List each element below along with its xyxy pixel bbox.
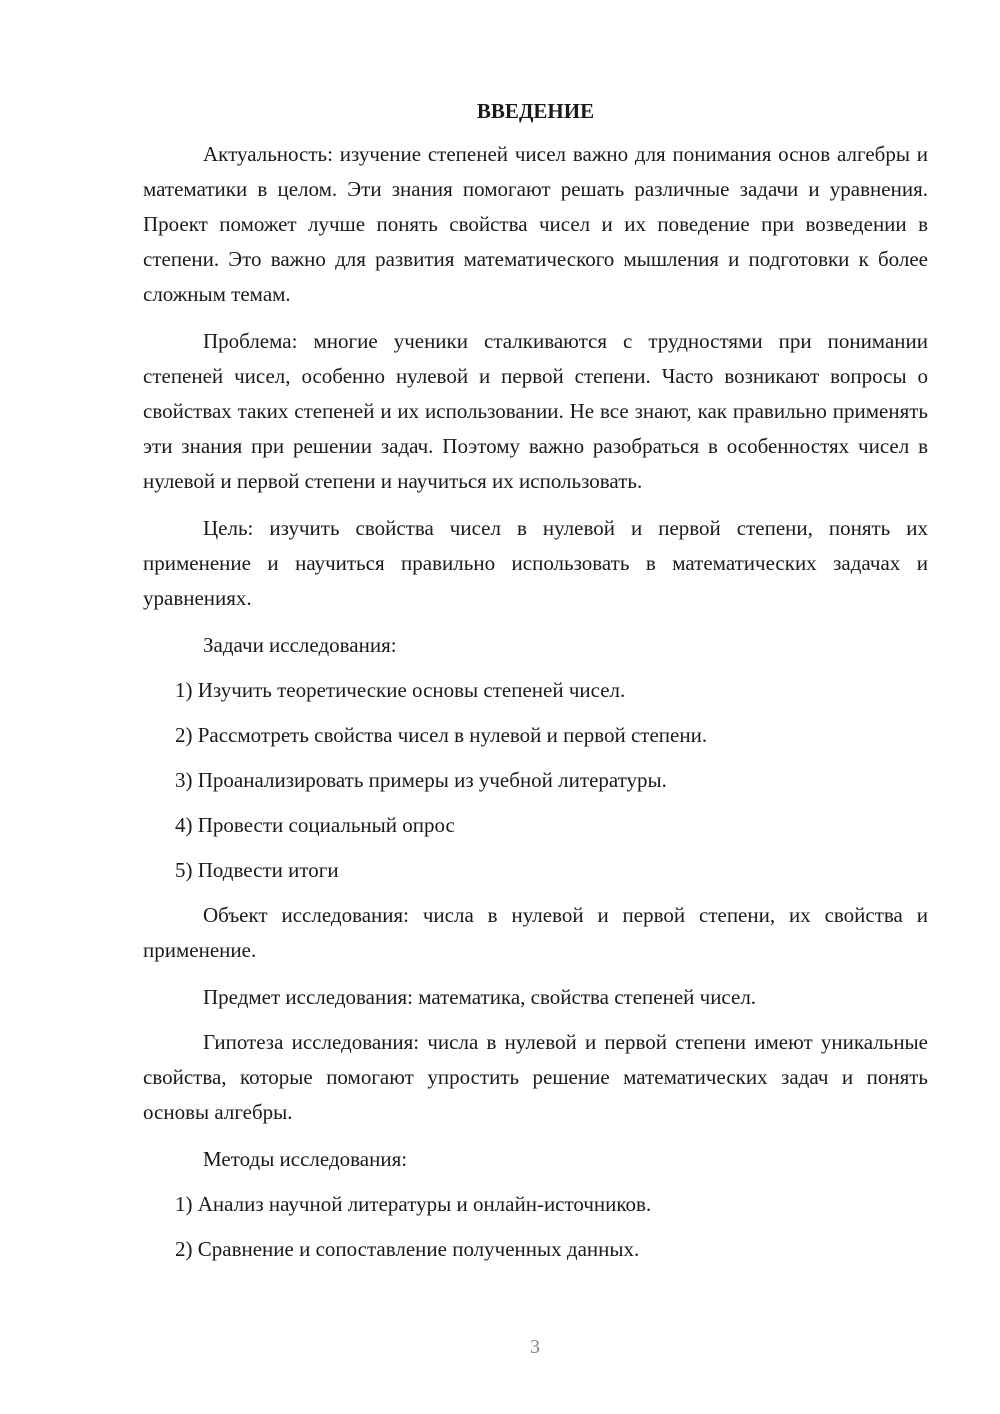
page-content [143, 96, 928, 1277]
tasks-title: Задачи исследования: [203, 633, 397, 657]
task-item: 1) Изучить теоретические основы степеней чисел. [175, 678, 626, 702]
goal-paragraph: Цель: изучить свойства чисел в нулевой и первой степени, понять их применение и научиться правильно использовать в математических задачах и уравнениях. [143, 516, 928, 610]
task-item: 4) Провести социальный опрос [175, 813, 455, 837]
hypothesis-paragraph: Гипотеза исследования: числа в нулевой и первой степени имеют уникальные свойства, которые помогают упростить решение математических задач и понять основы алгебры. [143, 1030, 928, 1124]
task-item: 5) Подвести итоги [175, 858, 339, 882]
problem-paragraph: Проблема: многие ученики сталкиваются с трудностями при понимании степеней чисел, особенно нулевой и первой степени. Часто возникают вопросы о свойствах таких степеней и их использовании. Не все знают, как правильно применять эти знания при решении задач. Поэтому важно разобраться в особенностях чисел в нулевой и первой степени и научиться их использовать. [143, 329, 928, 493]
relevance-paragraph: Актуальность: изучение степеней чисел важно для понимания основ алгебры и математики в целом. Эти знания помогают решать различные задачи и уравнения. Проект поможет лучше понять свойства чисел и их поведение при возведении в степени. Это важно для развития математического мышления и подготовки к более сложным темам. [143, 142, 928, 306]
task-item: 3) Проанализировать примеры из учебной литературы. [175, 768, 667, 792]
methods-title: Методы исследования: [203, 1147, 408, 1171]
section-heading: ВВЕДЕНИЕ [476, 99, 595, 123]
subject-line: Предмет исследования: математика, свойства степеней чисел. [203, 985, 757, 1009]
object-paragraph: Объект исследования: числа в нулевой и первой степени, их свойства и применение. [143, 903, 928, 962]
method-item: 2) Сравнение и сопоставление полученных данных. [175, 1237, 640, 1261]
task-item: 2) Рассмотреть свойства чисел в нулевой и первой степени. [175, 723, 708, 747]
page-number: 3 [530, 1336, 540, 1358]
method-item: 1) Анализ научной литературы и онлайн-источников. [175, 1192, 652, 1216]
